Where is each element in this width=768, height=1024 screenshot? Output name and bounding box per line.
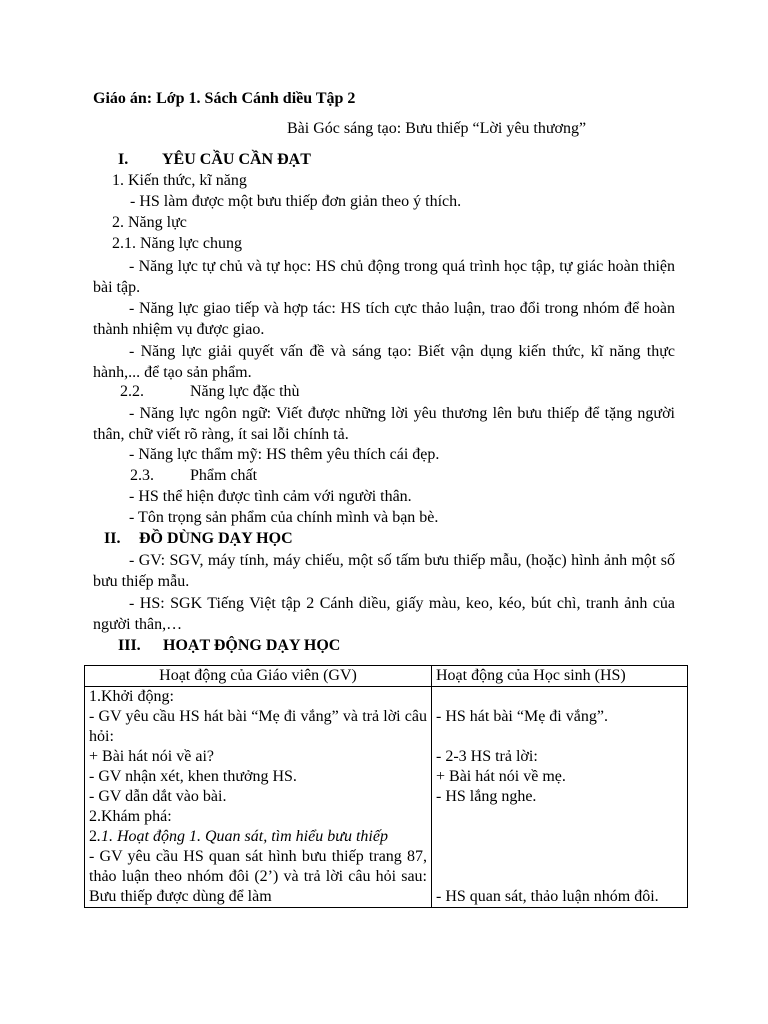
paragraph-ngon-ngu: [93, 403, 675, 445]
paragraph-text: - HS: SGK Tiếng Việt tập 2 Cánh diều, giấy màu, keo, kéo, bút chì, tranh ảnh của người thân,…: [93, 595, 675, 633]
column-header-student: Hoạt động của Học sinh (HS): [432, 666, 688, 687]
paragraph-tham-my: - Năng lực thẩm mỹ: HS thêm yêu thích cái đẹp.: [129, 446, 440, 463]
cell-line: + Bài hát nói về ai?: [89, 748, 214, 765]
section2-number: II.: [104, 530, 121, 547]
cell-line: - HS lắng nghe.: [436, 788, 537, 805]
table-header-row: [85, 666, 688, 687]
section3-number: III.: [118, 637, 141, 654]
cell-line: 1.Khởi động:: [89, 688, 174, 705]
lesson-title: Bài Góc sáng tạo: Bưu thiếp “Lời yêu thương”: [287, 120, 587, 137]
spacer: [436, 827, 683, 847]
section3-heading: HOẠT ĐỘNG DẠY HỌC: [163, 637, 341, 654]
cell-line: - HS quan sát, thảo luận nhóm đôi.: [436, 888, 659, 905]
paragraph-tu-chu: [93, 256, 675, 298]
paragraph-text: - Năng lực tự chủ và tự học: HS chủ động trong quá trình học tập, tự giác hoàn thiện bài tập.: [93, 258, 675, 296]
section2-heading: ĐỒ DÙNG DẠY HỌC: [139, 530, 293, 547]
cell-line: - HS hát bài “Mẹ đi vắng”.: [436, 708, 608, 725]
cell-line: - GV nhận xét, khen thưởng HS.: [89, 768, 297, 785]
paragraph-text: - Năng lực giao tiếp và hợp tác: HS tích cực thảo luận, trao đổi trong nhóm để hoàn thành nhiệm vụ được giao.: [93, 300, 675, 338]
teacher-activity-cell: [85, 687, 432, 908]
section1-item21: 2.1. Năng lực chung: [112, 235, 242, 252]
paragraph-ton-trong: - Tôn trọng sản phẩm của chính mình và bạn bè.: [129, 509, 439, 526]
spacer: [436, 867, 683, 887]
cell-line: 2.Khám phá:: [89, 808, 172, 825]
activity1-heading: [89, 827, 427, 847]
spacer: [436, 807, 683, 827]
paragraph-gv-do-dung: [93, 550, 675, 592]
paragraph-tinh-cam: - HS thể hiện được tình cảm với người thân.: [129, 488, 412, 505]
paragraph-giai-quyet: [93, 341, 675, 383]
section1-item22: Năng lực đặc thù: [190, 383, 300, 400]
cell-line: + Bài hát nói về mẹ.: [436, 768, 566, 785]
section1-item2: 2. Năng lực: [112, 214, 187, 231]
section1-item1-detail: - HS làm được một bưu thiếp đơn giản theo ý thích.: [130, 193, 462, 210]
cell-line: - 2-3 HS trả lời:: [436, 748, 538, 765]
section1-item1: 1. Kiến thức, kĩ năng: [112, 172, 247, 189]
activity-table: [84, 665, 688, 908]
cell-line: - GV yêu cầu HS quan sát hình bưu thiếp trang 87, thảo luận theo nhóm đôi (2’) và trả lời câu hỏi sau: Bưu thiếp được dùng để làm: [89, 848, 427, 905]
paragraph-text: - Năng lực ngôn ngữ: Viết được những lời yêu thương lên bưu thiếp để tặng người thân, chữ viết rõ ràng, ít sai lỗi chính tả.: [93, 405, 675, 443]
section1-item22-number: 2.2.: [120, 383, 144, 400]
document-title: Giáo án: Lớp 1. Sách Cánh diều Tập 2: [93, 90, 356, 107]
section1-item23: Phẩm chất: [190, 467, 258, 484]
cell-line: - GV dẫn dắt vào bài.: [89, 788, 227, 805]
activity1-title: .1. Hoạt động 1. Quan sát, tìm hiểu bưu thiếp: [97, 828, 388, 845]
paragraph-hs-do-dung: [93, 593, 675, 635]
table-row: [85, 687, 688, 908]
spacer: [436, 847, 683, 867]
paragraph-giao-tiep: [93, 298, 675, 340]
paragraph-text: - GV: SGV, máy tính, máy chiếu, một số tấm bưu thiếp mẫu, (hoặc) hình ảnh một số bưu thiếp mẫu.: [93, 552, 675, 590]
spacer: [436, 687, 683, 707]
section1-number: I.: [118, 151, 129, 168]
paragraph-text: - Năng lực giải quyết vấn đề và sáng tạo: Biết vận dụng kiến thức, kĩ năng thực hành,... để tạo sản phẩm.: [93, 343, 675, 381]
cell-line: - GV yêu cầu HS hát bài “Mẹ đi vắng” và trả lời câu hỏi:: [89, 708, 427, 745]
activity1-prefix: 2: [89, 828, 97, 845]
student-activity-cell: [432, 687, 688, 908]
column-header-teacher: Hoạt động của Giáo viên (GV): [85, 666, 432, 687]
section1-heading: YÊU CẦU CẦN ĐẠT: [162, 151, 311, 168]
spacer: [436, 727, 683, 747]
section1-item23-number: 2.3.: [130, 467, 154, 484]
